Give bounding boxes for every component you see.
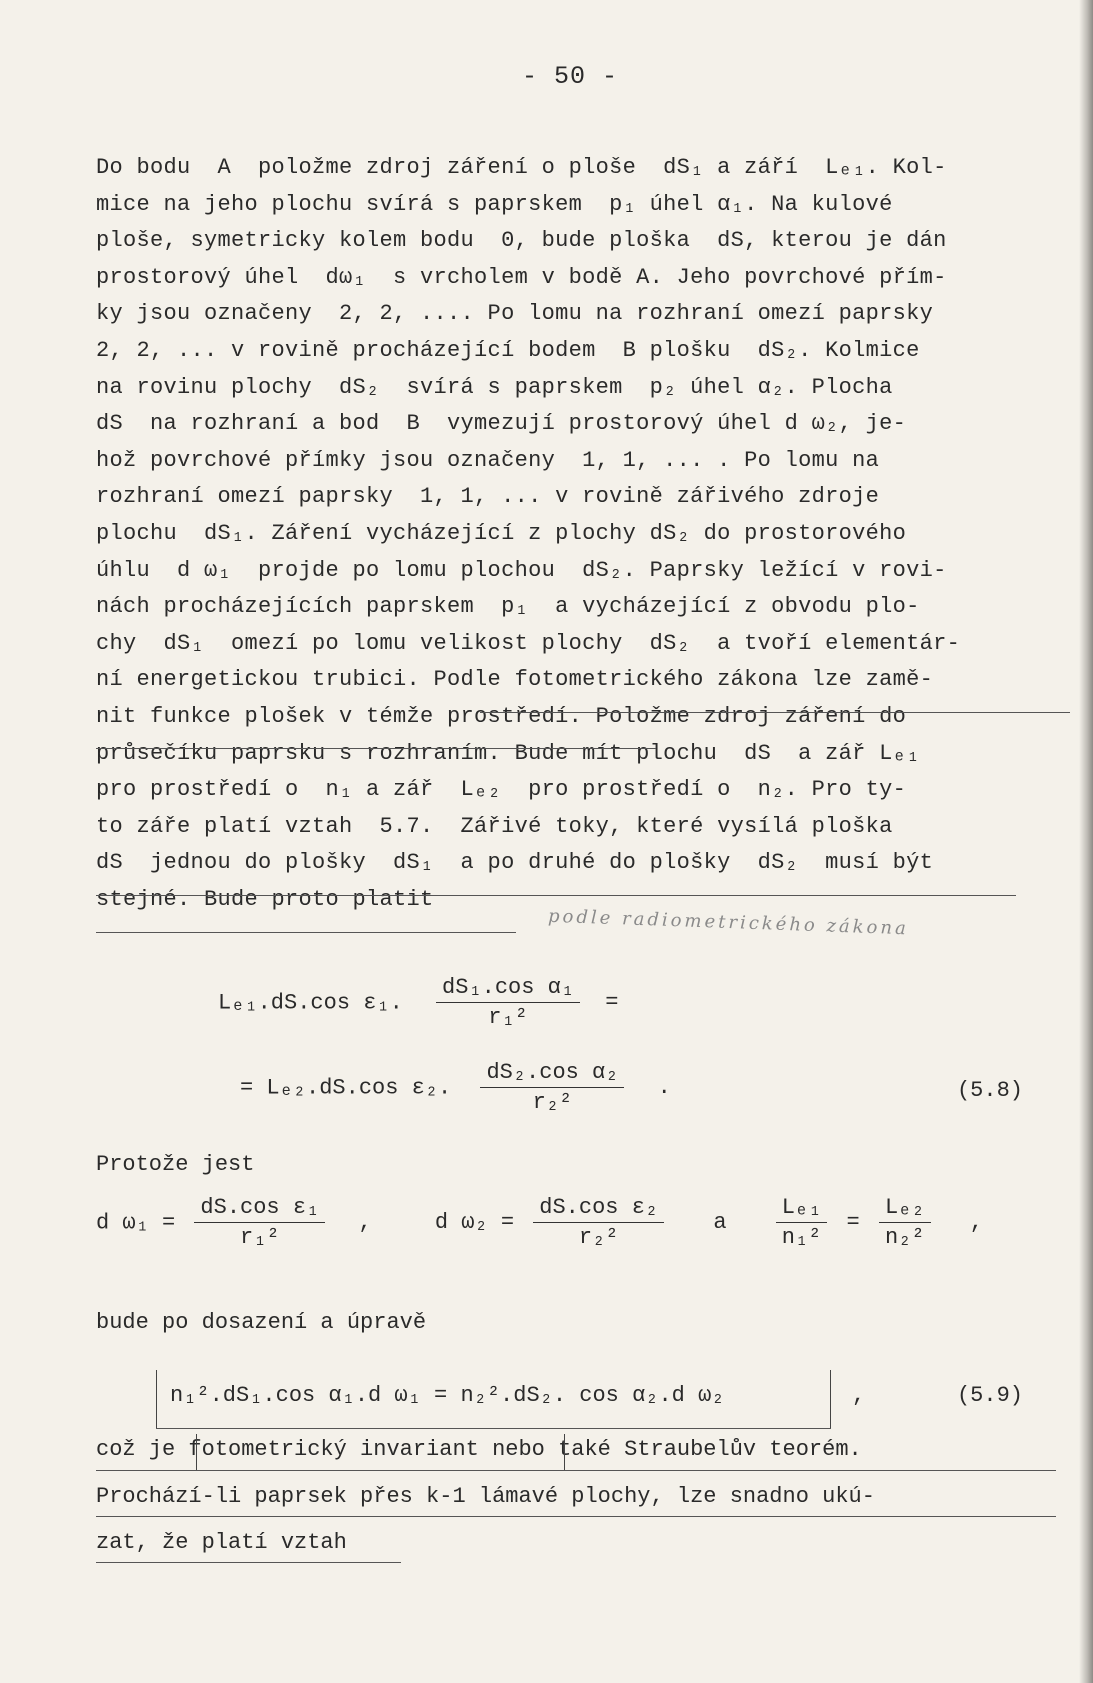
text-line: ní energetickou trubici. Podle fotometrického zákona lze zamě- (96, 667, 934, 693)
fraction (480, 1060, 624, 1115)
fraction (533, 1195, 664, 1250)
fraction-numerator: dS₂.cos α₂ (486, 1060, 619, 1085)
fraction-denominator: n₁² (781, 1225, 822, 1250)
fraction-numerator: dS.cos ε₁ (200, 1195, 320, 1220)
text-line: dS na rozhraní a bod B vymezují prostorový úhel d ω₂, je- (96, 411, 907, 437)
text-line: pro prostředí o n₁ a zář Lₑ₂ pro prostředí o n₂. Pro ty- (96, 777, 907, 803)
text-line: hož povrchové přímky jsou označeny 1, 1, ... . Po lomu na (96, 447, 880, 473)
eq-term: Lₑ₁.dS.cos ε₁. (218, 990, 403, 1016)
text-line: na rovinu plochy dS₂ svírá s paprskem p₂ úhel α₂. Plocha (96, 374, 893, 400)
pencil-underline (96, 1516, 1056, 1517)
text-line: Prochází-li paprsek přes k-1 lámavé plochy, lze snadno ukú- (96, 1484, 875, 1509)
text-line: ploše, symetricky kolem bodu 0, bude ploška dS, kterou je dán (96, 228, 947, 254)
fraction-denominator: r₁² (240, 1225, 280, 1250)
pencil-mark (196, 1434, 197, 1470)
fraction-denominator: n₂² (884, 1225, 925, 1250)
fraction-bar (194, 1222, 325, 1223)
pencil-underline (96, 1562, 401, 1563)
page-number: - 50 - (521, 62, 618, 91)
fraction-denominator: r₁² (488, 1005, 528, 1030)
equation-omega (96, 1195, 983, 1250)
fraction-numerator: Lₑ₂ (884, 1195, 925, 1220)
fraction (436, 975, 580, 1030)
fraction (879, 1195, 931, 1250)
pencil-underline (96, 895, 1016, 896)
eq-term: = Lₑ₂.dS.cos ε₂. (240, 1075, 452, 1101)
fraction-bar (879, 1222, 931, 1223)
pencil-bracket (830, 1370, 831, 1428)
pencil-underline (156, 1428, 831, 1429)
eq-sign: = (605, 990, 619, 1016)
eq-sign: , (969, 1210, 983, 1236)
text-line: chy dS₁ omezí po lomu velikost plochy dS₂ a tvoří elementár- (96, 630, 961, 656)
pencil-underline (96, 748, 656, 749)
text-line: nách procházejících paprskem p₁ a vycházející z obvodu plo- (96, 594, 920, 620)
equation-number: (5.9) (956, 1383, 1023, 1408)
fraction-denominator: r₂² (532, 1090, 573, 1115)
eq-sign: = (846, 1210, 860, 1236)
fraction-bar (533, 1222, 664, 1223)
eq-sign: . (657, 1075, 671, 1101)
text-line: 2, 2, ... v rovině procházející bodem B plošku dS₂. Kolmice (96, 337, 920, 363)
text-line: průsečíku paprsku s rozhraním. Bude mít plochu dS a zář Lₑ₁ (96, 740, 920, 766)
text-line: mice na jeho plochu svírá s paprskem p₁ úhel α₁. Na kulové (96, 191, 893, 217)
text-line: nit funkce plošek v témže prostředí. Položme zdroj záření do (96, 703, 907, 729)
text-line: prostorový úhel dω₁ s vrcholem v bodě A. Jeho povrchové přím- (96, 264, 947, 290)
pencil-underline (96, 932, 516, 933)
eq-term: d ω₁ = (96, 1210, 176, 1236)
text-line: plochu dS₁. Záření vycházející z plochy dS₂ do prostorového (96, 520, 907, 546)
paragraph-main (96, 150, 1061, 918)
fraction-numerator: Lₑ₁ (781, 1195, 822, 1220)
text-line: bude po dosazení a úpravě (96, 1310, 427, 1335)
equation-5-8-line2 (240, 1060, 671, 1115)
pencil-underline (480, 712, 1070, 713)
text-line: rozhraní omezí paprsky 1, 1, ... v rovině zářivého zdroje (96, 484, 880, 510)
equation-5-9: n₁².dS₁.cos α₁.d ω₁ = n₂².dS₂. cos α₂.d ω₂ (170, 1383, 725, 1408)
fraction-denominator: r₂² (578, 1225, 619, 1250)
text-line: ky jsou označeny 2, 2, .... Po lomu na rozhraní omezí paprsky (96, 301, 934, 327)
equation-number: (5.8) (956, 1078, 1023, 1103)
text-line: to záře platí vztah 5.7. Zářivé toky, které vysílá ploška (96, 813, 893, 839)
fraction-bar (436, 1002, 580, 1003)
equation-5-8-line1 (218, 975, 618, 1030)
pencil-margin-note: podle radiometrického zákona (547, 905, 910, 940)
eq-word: a (713, 1210, 727, 1236)
eq-term: d ω₂ = (434, 1210, 515, 1236)
text-line: Protože jest (96, 1152, 255, 1177)
pencil-bracket (156, 1370, 157, 1428)
eq-sign: , (358, 1210, 372, 1236)
fraction (194, 1195, 325, 1250)
text-line: stejné. Bude proto platit (96, 886, 434, 912)
fraction (776, 1195, 828, 1250)
pencil-underline (96, 1470, 1056, 1471)
fraction-numerator: dS.cos ε₂ (539, 1195, 659, 1220)
pencil-mark (564, 1434, 565, 1470)
fraction-bar (776, 1222, 828, 1223)
text-line: zat, že platí vztah (96, 1530, 347, 1555)
fraction-bar (480, 1087, 624, 1088)
eq-sign: , (852, 1383, 866, 1408)
text-line: Do bodu A položme zdroj záření o ploše dS₁ a září Lₑ₁. Kol- (96, 155, 947, 180)
fraction-numerator: dS₁.cos α₁ (442, 975, 575, 1000)
text-line: úhlu d ω₁ projde po lomu plochou dS₂. Paprsky ležící v rovi- (96, 557, 947, 583)
text-line: což je fotometrický invariant nebo také Straubelův teorém. (96, 1437, 862, 1462)
text-line: dS jednou do plošky dS₁ a po druhé do plošky dS₂ musí být (96, 850, 934, 876)
page-edge-shadow (1079, 0, 1093, 1683)
